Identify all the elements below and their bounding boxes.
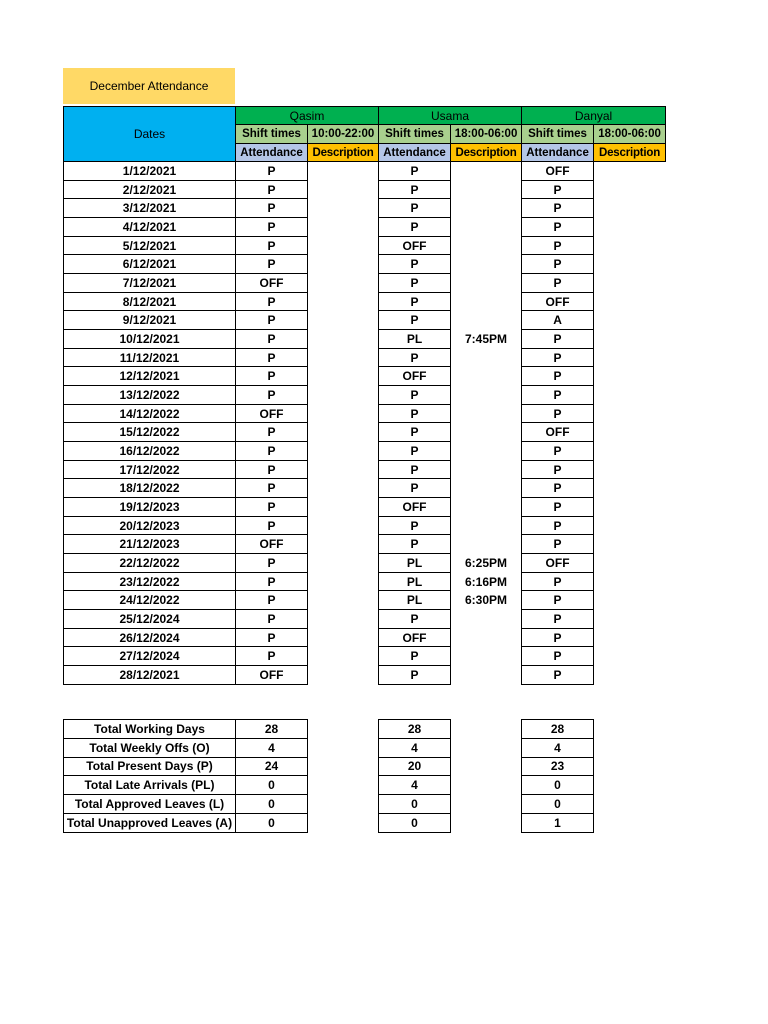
danyal-attendance-cell: P bbox=[522, 218, 594, 237]
danyal-description-cell bbox=[594, 386, 666, 405]
date-cell: 9/12/2021 bbox=[64, 311, 236, 330]
usama-attendance-cell: P bbox=[379, 292, 451, 311]
qasim-attendance-cell: P bbox=[236, 591, 308, 610]
qasim-attendance-header: Attendance bbox=[236, 144, 308, 162]
attendance-row bbox=[64, 180, 666, 199]
usama-description-cell bbox=[451, 479, 522, 498]
qasim-total-cell: 0 bbox=[236, 813, 308, 832]
attendance-row bbox=[64, 610, 666, 629]
danyal-summary-gap bbox=[594, 738, 666, 757]
danyal-attendance-cell: P bbox=[522, 460, 594, 479]
danyal-description-cell bbox=[594, 647, 666, 666]
usama-description-cell bbox=[451, 199, 522, 218]
qasim-description-cell bbox=[308, 330, 379, 349]
danyal-attendance-cell: P bbox=[522, 386, 594, 405]
usama-summary-gap bbox=[451, 776, 522, 795]
usama-description-cell bbox=[451, 162, 522, 181]
danyal-description-cell bbox=[594, 628, 666, 647]
attendance-row bbox=[64, 274, 666, 293]
usama-attendance-cell: PL bbox=[379, 572, 451, 591]
summary-row bbox=[64, 795, 666, 814]
date-cell: 8/12/2021 bbox=[64, 292, 236, 311]
danyal-description-cell bbox=[594, 404, 666, 423]
qasim-attendance-cell: P bbox=[236, 255, 308, 274]
danyal-attendance-cell: P bbox=[522, 628, 594, 647]
danyal-description-cell bbox=[594, 535, 666, 554]
danyal-description-cell bbox=[594, 423, 666, 442]
date-cell: 23/12/2022 bbox=[64, 572, 236, 591]
qasim-attendance-cell: OFF bbox=[236, 274, 308, 293]
date-cell: 27/12/2024 bbox=[64, 647, 236, 666]
danyal-description-cell bbox=[594, 572, 666, 591]
date-cell: 10/12/2021 bbox=[64, 330, 236, 349]
qasim-summary-gap bbox=[308, 776, 379, 795]
danyal-total-cell: 1 bbox=[522, 813, 594, 832]
qasim-description-cell bbox=[308, 516, 379, 535]
usama-description-cell bbox=[451, 535, 522, 554]
danyal-summary-gap bbox=[594, 813, 666, 832]
danyal-description-cell bbox=[594, 180, 666, 199]
date-cell: 14/12/2022 bbox=[64, 404, 236, 423]
qasim-description-cell bbox=[308, 162, 379, 181]
danyal-description-cell bbox=[594, 274, 666, 293]
attendance-row bbox=[64, 218, 666, 237]
date-cell: 18/12/2022 bbox=[64, 479, 236, 498]
usama-summary-gap bbox=[451, 813, 522, 832]
usama-attendance-cell: OFF bbox=[379, 236, 451, 255]
date-cell: 22/12/2022 bbox=[64, 554, 236, 573]
qasim-attendance-cell: P bbox=[236, 162, 308, 181]
danyal-attendance-cell: P bbox=[522, 348, 594, 367]
qasim-description-cell bbox=[308, 423, 379, 442]
usama-description-cell bbox=[451, 516, 522, 535]
danyal-description-cell bbox=[594, 479, 666, 498]
attendance-row bbox=[64, 498, 666, 517]
qasim-description-cell bbox=[308, 460, 379, 479]
usama-description-cell bbox=[451, 311, 522, 330]
danyal-summary-gap bbox=[594, 776, 666, 795]
date-cell: 11/12/2021 bbox=[64, 348, 236, 367]
qasim-attendance-cell: P bbox=[236, 311, 308, 330]
danyal-description-cell bbox=[594, 162, 666, 181]
usama-summary-gap bbox=[451, 757, 522, 776]
qasim-description-cell bbox=[308, 236, 379, 255]
danyal-attendance-cell: P bbox=[522, 367, 594, 386]
attendance-row bbox=[64, 330, 666, 349]
summary-label: Total Weekly Offs (O) bbox=[64, 738, 236, 757]
danyal-description-cell bbox=[594, 348, 666, 367]
attendance-rows bbox=[64, 162, 666, 685]
attendance-row bbox=[64, 386, 666, 405]
usama-total-cell: 0 bbox=[379, 813, 451, 832]
qasim-description-cell bbox=[308, 572, 379, 591]
usama-attendance-cell: P bbox=[379, 218, 451, 237]
usama-description-header: Description bbox=[451, 144, 522, 162]
usama-attendance-cell: P bbox=[379, 404, 451, 423]
danyal-description-cell bbox=[594, 236, 666, 255]
qasim-description-cell bbox=[308, 647, 379, 666]
usama-attendance-cell: OFF bbox=[379, 367, 451, 386]
danyal-attendance-cell: P bbox=[522, 516, 594, 535]
danyal-description-cell bbox=[594, 330, 666, 349]
usama-total-cell: 20 bbox=[379, 757, 451, 776]
date-cell: 17/12/2022 bbox=[64, 460, 236, 479]
date-cell: 6/12/2021 bbox=[64, 255, 236, 274]
danyal-attendance-cell: A bbox=[522, 311, 594, 330]
usama-description-cell bbox=[451, 218, 522, 237]
danyal-description-cell bbox=[594, 554, 666, 573]
qasim-summary-gap bbox=[308, 757, 379, 776]
danyal-total-cell: 0 bbox=[522, 776, 594, 795]
attendance-row bbox=[64, 591, 666, 610]
danyal-description-cell bbox=[594, 292, 666, 311]
summary-label: Total Approved Leaves (L) bbox=[64, 795, 236, 814]
usama-attendance-cell: P bbox=[379, 199, 451, 218]
date-cell: 20/12/2023 bbox=[64, 516, 236, 535]
attendance-row bbox=[64, 348, 666, 367]
danyal-attendance-cell: P bbox=[522, 572, 594, 591]
usama-attendance-cell: P bbox=[379, 348, 451, 367]
usama-description-cell: 7:45PM bbox=[465, 331, 508, 346]
summary-row bbox=[64, 776, 666, 795]
qasim-description-cell bbox=[308, 554, 379, 573]
attendance-table-header bbox=[64, 107, 666, 162]
qasim-description-header: Description bbox=[308, 144, 379, 162]
attendance-row bbox=[64, 666, 666, 685]
danyal-description-cell bbox=[594, 255, 666, 274]
qasim-attendance-cell: P bbox=[236, 442, 308, 461]
qasim-total-cell: 0 bbox=[236, 795, 308, 814]
danyal-attendance-cell: P bbox=[522, 442, 594, 461]
qasim-shift-label: Shift times bbox=[236, 125, 308, 144]
danyal-attendance-cell: P bbox=[522, 199, 594, 218]
date-cell: 24/12/2022 bbox=[64, 591, 236, 610]
attendance-table bbox=[63, 106, 666, 685]
qasim-attendance-cell: P bbox=[236, 628, 308, 647]
usama-total-cell: 0 bbox=[379, 795, 451, 814]
danyal-attendance-cell: P bbox=[522, 498, 594, 517]
attendance-row bbox=[64, 572, 666, 591]
usama-description-cell bbox=[451, 386, 522, 405]
qasim-attendance-cell: P bbox=[236, 199, 308, 218]
usama-total-cell: 28 bbox=[379, 720, 451, 739]
usama-total-cell: 4 bbox=[379, 738, 451, 757]
usama-shift-label: Shift times bbox=[379, 125, 451, 144]
date-cell: 2/12/2021 bbox=[64, 180, 236, 199]
qasim-summary-gap bbox=[308, 738, 379, 757]
danyal-attendance-cell: P bbox=[522, 610, 594, 629]
date-cell: 7/12/2021 bbox=[64, 274, 236, 293]
qasim-total-cell: 28 bbox=[236, 720, 308, 739]
qasim-description-cell bbox=[308, 535, 379, 554]
danyal-description-cell bbox=[594, 591, 666, 610]
qasim-attendance-cell: P bbox=[236, 218, 308, 237]
employee-name-row bbox=[64, 107, 666, 125]
summary-row bbox=[64, 813, 666, 832]
qasim-attendance-cell: OFF bbox=[236, 535, 308, 554]
attendance-row bbox=[64, 479, 666, 498]
qasim-attendance-cell: OFF bbox=[236, 404, 308, 423]
qasim-attendance-cell: P bbox=[236, 572, 308, 591]
danyal-description-header: Description bbox=[594, 144, 666, 162]
date-cell: 12/12/2021 bbox=[64, 367, 236, 386]
usama-attendance-cell: P bbox=[379, 610, 451, 629]
summary-row bbox=[64, 757, 666, 776]
danyal-description-cell bbox=[594, 498, 666, 517]
danyal-description-cell bbox=[594, 666, 666, 685]
usama-description-cell bbox=[451, 180, 522, 199]
qasim-attendance-cell: P bbox=[236, 236, 308, 255]
qasim-summary-gap bbox=[308, 795, 379, 814]
danyal-attendance-header: Attendance bbox=[522, 144, 594, 162]
danyal-attendance-cell: OFF bbox=[522, 162, 594, 181]
attendance-row bbox=[64, 255, 666, 274]
qasim-description-cell bbox=[308, 367, 379, 386]
usama-description-cell bbox=[451, 292, 522, 311]
usama-description-cell bbox=[451, 255, 522, 274]
danyal-total-cell: 0 bbox=[522, 795, 594, 814]
date-cell: 5/12/2021 bbox=[64, 236, 236, 255]
usama-summary-gap bbox=[451, 720, 522, 739]
danyal-summary-gap bbox=[594, 795, 666, 814]
usama-description-cell: 6:25PM bbox=[465, 555, 508, 570]
employee-name-danyal: Danyal bbox=[522, 107, 666, 125]
usama-attendance-header: Attendance bbox=[379, 144, 451, 162]
qasim-attendance-cell: P bbox=[236, 367, 308, 386]
usama-description-cell bbox=[451, 666, 522, 685]
danyal-description-cell bbox=[594, 610, 666, 629]
dates-header: Dates bbox=[64, 107, 236, 162]
usama-description-cell bbox=[451, 274, 522, 293]
danyal-attendance-cell: P bbox=[522, 274, 594, 293]
attendance-row bbox=[64, 423, 666, 442]
usama-attendance-cell: P bbox=[379, 162, 451, 181]
qasim-description-cell bbox=[308, 218, 379, 237]
usama-description-cell bbox=[451, 460, 522, 479]
qasim-description-cell bbox=[308, 498, 379, 517]
usama-attendance-cell: PL bbox=[379, 591, 451, 610]
attendance-row bbox=[64, 442, 666, 461]
usama-description-cell bbox=[451, 498, 522, 517]
qasim-attendance-cell: P bbox=[236, 498, 308, 517]
usama-attendance-cell: P bbox=[379, 442, 451, 461]
summary-label: Total Present Days (P) bbox=[64, 757, 236, 776]
qasim-attendance-cell: P bbox=[236, 610, 308, 629]
qasim-description-cell bbox=[308, 348, 379, 367]
danyal-description-cell bbox=[594, 516, 666, 535]
date-cell: 13/12/2022 bbox=[64, 386, 236, 405]
usama-total-cell: 4 bbox=[379, 776, 451, 795]
qasim-attendance-cell: OFF bbox=[236, 666, 308, 685]
qasim-attendance-cell: P bbox=[236, 330, 308, 349]
danyal-attendance-cell: P bbox=[522, 666, 594, 685]
summary-label: Total Unapproved Leaves (A) bbox=[64, 813, 236, 832]
date-cell: 28/12/2021 bbox=[64, 666, 236, 685]
qasim-shift-time: 10:00-22:00 bbox=[308, 125, 379, 144]
usama-attendance-cell: OFF bbox=[379, 498, 451, 517]
danyal-total-cell: 4 bbox=[522, 738, 594, 757]
danyal-summary-gap bbox=[594, 757, 666, 776]
qasim-total-cell: 0 bbox=[236, 776, 308, 795]
summary-row bbox=[64, 738, 666, 757]
usama-description-cell bbox=[451, 236, 522, 255]
danyal-attendance-cell: P bbox=[522, 535, 594, 554]
usama-description-cell bbox=[451, 628, 522, 647]
danyal-total-cell: 23 bbox=[522, 757, 594, 776]
date-cell: 4/12/2021 bbox=[64, 218, 236, 237]
usama-attendance-cell: P bbox=[379, 311, 451, 330]
attendance-row bbox=[64, 311, 666, 330]
usama-description-cell bbox=[451, 367, 522, 386]
usama-summary-gap bbox=[451, 795, 522, 814]
date-cell: 21/12/2023 bbox=[64, 535, 236, 554]
qasim-description-cell bbox=[308, 628, 379, 647]
attendance-row bbox=[64, 628, 666, 647]
attendance-row bbox=[64, 236, 666, 255]
usama-attendance-cell: OFF bbox=[379, 628, 451, 647]
qasim-attendance-cell: P bbox=[236, 348, 308, 367]
danyal-description-cell bbox=[594, 311, 666, 330]
danyal-description-cell bbox=[594, 218, 666, 237]
qasim-attendance-cell: P bbox=[236, 479, 308, 498]
qasim-description-cell bbox=[308, 255, 379, 274]
usama-attendance-cell: P bbox=[379, 386, 451, 405]
qasim-attendance-cell: P bbox=[236, 180, 308, 199]
qasim-attendance-cell: P bbox=[236, 460, 308, 479]
usama-attendance-cell: P bbox=[379, 516, 451, 535]
danyal-attendance-cell: P bbox=[522, 404, 594, 423]
qasim-attendance-cell: P bbox=[236, 386, 308, 405]
attendance-row bbox=[64, 404, 666, 423]
danyal-attendance-cell: P bbox=[522, 236, 594, 255]
qasim-description-cell bbox=[308, 404, 379, 423]
date-cell: 19/12/2023 bbox=[64, 498, 236, 517]
qasim-description-cell bbox=[308, 274, 379, 293]
usama-attendance-cell: P bbox=[379, 460, 451, 479]
qasim-description-cell bbox=[308, 386, 379, 405]
usama-description-cell bbox=[451, 442, 522, 461]
usama-attendance-cell: P bbox=[379, 180, 451, 199]
usama-description-cell: 6:30PM bbox=[465, 593, 508, 608]
qasim-description-cell bbox=[308, 199, 379, 218]
danyal-attendance-cell: OFF bbox=[522, 292, 594, 311]
attendance-row bbox=[64, 460, 666, 479]
summary-row bbox=[64, 720, 666, 739]
usama-attendance-cell: PL bbox=[379, 330, 451, 349]
attendance-row bbox=[64, 535, 666, 554]
attendance-row bbox=[64, 292, 666, 311]
danyal-attendance-cell: P bbox=[522, 330, 594, 349]
usama-description-cell bbox=[451, 348, 522, 367]
usama-attendance-cell: P bbox=[379, 479, 451, 498]
qasim-description-cell bbox=[308, 311, 379, 330]
qasim-attendance-cell: P bbox=[236, 423, 308, 442]
danyal-description-cell bbox=[594, 460, 666, 479]
danyal-attendance-cell: P bbox=[522, 647, 594, 666]
qasim-description-cell bbox=[308, 666, 379, 685]
usama-description-cell bbox=[451, 647, 522, 666]
employee-name-usama: Usama bbox=[379, 107, 522, 125]
usama-attendance-cell: P bbox=[379, 255, 451, 274]
attendance-row bbox=[64, 554, 666, 573]
attendance-row bbox=[64, 367, 666, 386]
date-cell: 1/12/2021 bbox=[64, 162, 236, 181]
danyal-attendance-cell: P bbox=[522, 479, 594, 498]
summary-label: Total Late Arrivals (PL) bbox=[64, 776, 236, 795]
sheet-title: December Attendance bbox=[63, 68, 235, 104]
usama-attendance-cell: P bbox=[379, 647, 451, 666]
qasim-description-cell bbox=[308, 479, 379, 498]
attendance-row bbox=[64, 199, 666, 218]
usama-description-cell bbox=[451, 610, 522, 629]
danyal-attendance-cell: P bbox=[522, 255, 594, 274]
danyal-description-cell bbox=[594, 199, 666, 218]
usama-description-cell: 6:16PM bbox=[465, 574, 508, 589]
usama-attendance-cell: PL bbox=[379, 554, 451, 573]
attendance-row bbox=[64, 162, 666, 181]
date-cell: 25/12/2024 bbox=[64, 610, 236, 629]
usama-attendance-cell: P bbox=[379, 423, 451, 442]
qasim-attendance-cell: P bbox=[236, 647, 308, 666]
date-cell: 3/12/2021 bbox=[64, 199, 236, 218]
qasim-attendance-cell: P bbox=[236, 516, 308, 535]
usama-attendance-cell: P bbox=[379, 274, 451, 293]
qasim-attendance-cell: P bbox=[236, 292, 308, 311]
summary-rows bbox=[64, 720, 666, 833]
usama-attendance-cell: P bbox=[379, 666, 451, 685]
usama-description-cell bbox=[451, 423, 522, 442]
summary-label: Total Working Days bbox=[64, 720, 236, 739]
usama-summary-gap bbox=[451, 738, 522, 757]
danyal-description-cell bbox=[594, 442, 666, 461]
attendance-row bbox=[64, 516, 666, 535]
danyal-attendance-cell: OFF bbox=[522, 554, 594, 573]
qasim-description-cell bbox=[308, 591, 379, 610]
usama-attendance-cell: P bbox=[379, 535, 451, 554]
qasim-summary-gap bbox=[308, 720, 379, 739]
qasim-total-cell: 4 bbox=[236, 738, 308, 757]
danyal-shift-label: Shift times bbox=[522, 125, 594, 144]
usama-description-cell bbox=[451, 404, 522, 423]
qasim-summary-gap bbox=[308, 813, 379, 832]
qasim-total-cell: 24 bbox=[236, 757, 308, 776]
danyal-shift-time: 18:00-06:00 bbox=[594, 125, 666, 144]
danyal-attendance-cell: P bbox=[522, 180, 594, 199]
danyal-attendance-cell: P bbox=[522, 591, 594, 610]
qasim-description-cell bbox=[308, 442, 379, 461]
qasim-description-cell bbox=[308, 292, 379, 311]
usama-shift-time: 18:00-06:00 bbox=[451, 125, 522, 144]
attendance-row bbox=[64, 647, 666, 666]
date-cell: 26/12/2024 bbox=[64, 628, 236, 647]
date-cell: 16/12/2022 bbox=[64, 442, 236, 461]
qasim-description-cell bbox=[308, 180, 379, 199]
summary-table bbox=[63, 719, 666, 833]
qasim-attendance-cell: P bbox=[236, 554, 308, 573]
danyal-attendance-cell: OFF bbox=[522, 423, 594, 442]
danyal-description-cell bbox=[594, 367, 666, 386]
date-cell: 15/12/2022 bbox=[64, 423, 236, 442]
danyal-summary-gap bbox=[594, 720, 666, 739]
qasim-description-cell bbox=[308, 610, 379, 629]
employee-name-qasim: Qasim bbox=[236, 107, 379, 125]
danyal-total-cell: 28 bbox=[522, 720, 594, 739]
